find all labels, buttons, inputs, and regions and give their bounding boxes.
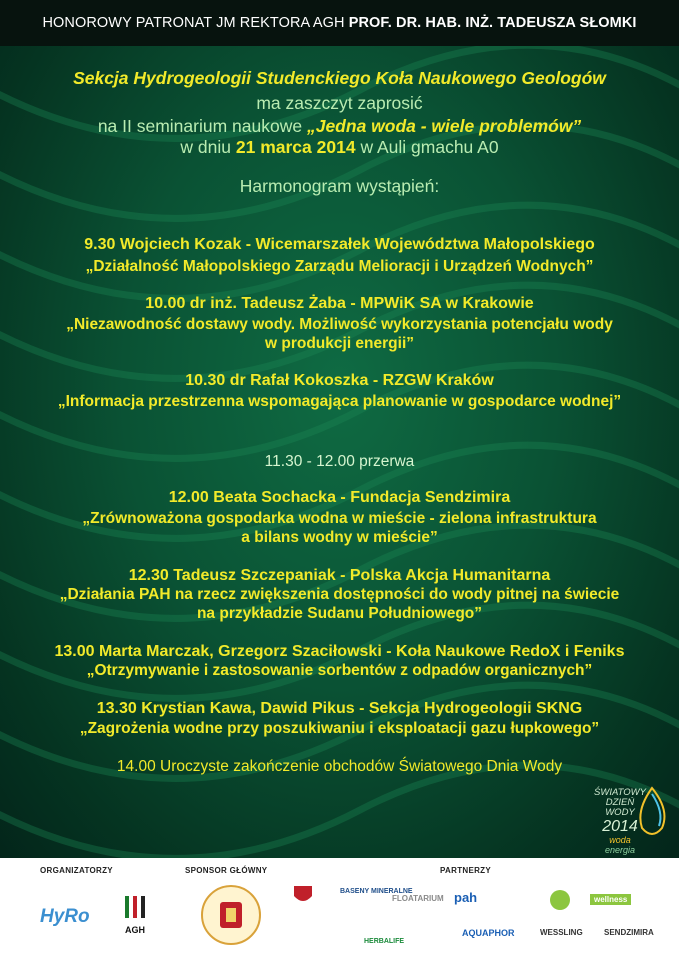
talk-speaker: 10.00 dr inż. Tadeusz Żaba - MPWiK SA w Krakowie	[145, 295, 534, 312]
sponsor-crest-logo	[200, 882, 262, 953]
organizer-line: Sekcja Hydrogeologii Studenckiego Koła Naukowego Geologów	[73, 68, 606, 88]
partner-logo: HERBALIFE	[364, 938, 405, 945]
schedule-heading: Harmonogram wystąpień:	[239, 176, 440, 196]
event-title: „Jedna woda - wiele problemów”	[306, 116, 582, 136]
agh-emblem-icon	[122, 894, 148, 920]
leaf-circle-icon	[548, 888, 572, 912]
invite-line: ma zaszczyt zaprosić	[256, 93, 423, 113]
patronage-bar	[0, 0, 679, 46]
talk-title: „Informacja przestrzenna wspomagająca planowanie w gospodarce wodnej”	[57, 393, 622, 410]
sponsor-footer	[0, 858, 679, 960]
talk-title: „Działalność Małopolskiego Zarządu Melioracji i Urządzeń Wodnych”	[85, 258, 594, 275]
world-water-day-logo	[590, 780, 679, 855]
talk-speaker: 13.00 Marta Marczak, Grzegorz Szaciłowski - Koła Naukowe RedoX i Feniks	[54, 643, 625, 660]
logo-tag2: energia	[604, 845, 636, 855]
partner-logo: WESSLING	[540, 928, 583, 937]
shield-icon	[292, 884, 314, 906]
talk-title: „Zagrożenia wodne przy poszukiwaniu i eksploatacji gazu łupkowego”	[79, 720, 600, 737]
closing-line: 14.00 Uroczyste zakończenie obchodów Światowego Dnia Wody	[116, 758, 563, 775]
patronage-name: PROF. DR. HAB. INŻ. TADEUSZA SŁOMKI	[348, 15, 637, 31]
partners-label: PARTNERZY	[440, 866, 491, 875]
talk-title: „Niezawodność dostawy wody. Możliwość wykorzystania potencjału wody	[66, 316, 613, 333]
organizers-label: ORGANIZATORZY	[40, 866, 113, 875]
event-line	[0, 116, 679, 137]
talk-title: „Działania PAH na rzecz zwiększenia dostępności do wody pitnej na świecie	[59, 586, 620, 603]
date-prefix: w dniu	[180, 137, 231, 157]
talk-title: w produkcji energii”	[265, 335, 414, 352]
talk-speaker: 10.30 dr Rafał Kokoszka - RZGW Kraków	[185, 372, 494, 389]
talk-speaker: 13.30 Krystian Kawa, Dawid Pikus - Sekcja Hydrogeologii SKNG	[96, 700, 583, 717]
talk-speaker: 12.00 Beata Sochacka - Fundacja Sendzimira	[168, 489, 511, 506]
event-date: 21 marca 2014	[235, 137, 356, 157]
talk-speaker: 12.30 Tadeusz Szczepaniak - Polska Akcja Humanitarna	[128, 567, 551, 584]
partner-logo: SENDZIMIRA	[604, 928, 654, 937]
partner-logo	[548, 888, 572, 914]
patronage-prefix: HONOROWY PATRONAT JM REKTORA AGH	[42, 15, 345, 31]
partner-logo: AQUAPHOR	[462, 928, 515, 938]
logo-line1: ŚWIATOWY	[594, 787, 646, 798]
hyro-logo: HyRo	[40, 906, 90, 927]
sponsor-label: SPONSOR GŁÓWNY	[185, 866, 268, 875]
logo-tag1: woda	[609, 835, 631, 845]
city-crest-icon	[200, 882, 262, 948]
logo-line3: WODY	[605, 807, 635, 818]
partner-logo: wellness	[590, 894, 631, 905]
partner-logo	[292, 884, 314, 908]
talk-title: na przykładzie Sudanu Południowego”	[196, 605, 483, 622]
talk-speaker: 9.30 Wojciech Kozak - Wicemarszałek Województwa Małopolskiego	[84, 236, 595, 253]
logo-line2: DZIEŃ	[605, 797, 635, 808]
break-line: 11.30 - 12.00 przerwa	[264, 453, 415, 470]
talk-title: a bilans wodny w mieście”	[241, 529, 438, 546]
partner-logo: pah	[454, 890, 478, 905]
partner-logo: FLOATARIUM	[392, 894, 444, 903]
event-prefix: na II seminarium naukowe	[97, 116, 303, 136]
partner-logo: BASENY MINERALNE	[340, 888, 413, 895]
date-line	[0, 137, 679, 158]
talk-title: „Zrównoważona gospodarka wodna w mieście - zielona infrastruktura	[82, 510, 597, 527]
event-location: w Auli gmachu A0	[360, 137, 499, 157]
agh-text: AGH	[125, 925, 145, 935]
talk-title: „Otrzymywanie i zastosowanie sorbentów z odpadów organicznych”	[86, 662, 593, 679]
agh-logo	[122, 894, 148, 935]
logo-year: 2014	[602, 818, 638, 835]
